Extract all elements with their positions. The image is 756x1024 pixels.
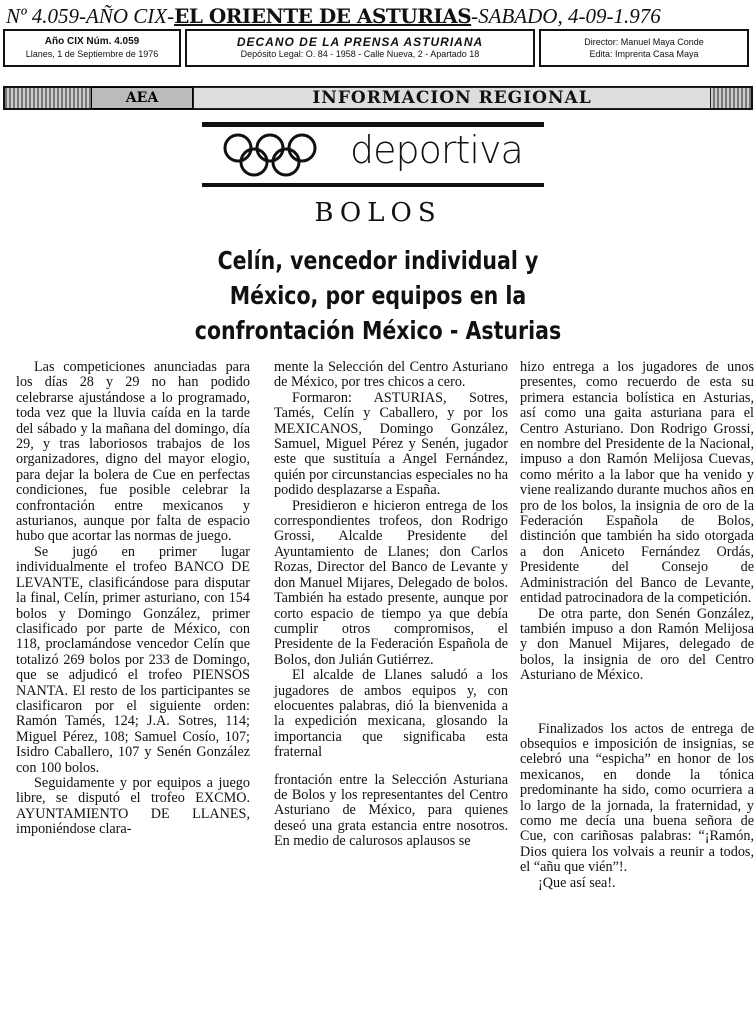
masthead bbox=[6, 4, 750, 28]
newspaper-name: EL ORIENTE DE ASTURIAS bbox=[174, 4, 472, 28]
article-column-3 bbox=[520, 360, 754, 891]
section-rule-top bbox=[202, 122, 544, 127]
olympic-rings-icon bbox=[220, 131, 320, 179]
paragraph: Finalizados los actos de entrega de obsequios e imposición de insignias, se celebró una “espicha” en honor de los mexicanos, en donde la tónica predominante ha sido, como ocurriera a lo largo de la jornada, la fraternidad, y como me decía una buena señora de Cue, con cariñosas palabras: “¡Ramón, Dios quiera los volvais a reunir a todos, el “añu que vién”!. bbox=[520, 720, 754, 876]
place-date: Llanes, 1 de Septiembre de 1976 bbox=[25, 49, 159, 59]
year-number: Año CIX Núm. 4.059 bbox=[44, 36, 140, 47]
paragraph: frontación entre la Selección Asturiana de Bolos y los representantes del Centro Asturiano de México, para quienes deseó una grata estancia entre nosotros. En medio de calurosos aplausos se bbox=[274, 771, 508, 850]
director-box bbox=[539, 29, 749, 67]
paragraph: Seguidamente y por equipos a juego libre, se disputó el trofeo EXCMO. AYUNTAMIENTO DE LLANES, imponiéndose clara- bbox=[16, 774, 250, 838]
masthead-info-boxes bbox=[3, 29, 753, 67]
legal-deposit: Depósito Legal: O. 84 - 1958 - Calle Nueva, 2 - Apartado 18 bbox=[240, 49, 480, 59]
paragraph: hizo entrega a los jugadores de unos presentes, como recuerdo de esta su primera estancia bolística en Asturias, así como una gaita asturiana para el Centro Asturiano. Don Rodrigo Grossi, en nombre del Presidente de la Nacional, impuso a don Ramón Melijosa Cuevas, como mérito a la labor que ha venido y viene realizando durante muchos años en pro de los bolos, la insignia de oro de la Federación Española de Bolos, distinción que también ha sido otorgada a don Aniceto Fernández Ordás, Presidente del Consejo de Administración del Banco de Levante, entidad patrocinadora de la competición. bbox=[520, 359, 754, 607]
issue-info-box bbox=[3, 29, 181, 67]
tagline: DECANO DE LA PRENSA ASTURIANA bbox=[236, 35, 484, 49]
publisher-box bbox=[185, 29, 535, 67]
paragraph: El alcalde de Llanes saludó a los jugadores de ambos equipos y, con elocuentes palabras, dió la bienvenida a la expedición mexicana, glosando la importancia que significaba esta fraternal bbox=[274, 667, 508, 761]
article-kicker: BOLOS bbox=[314, 198, 442, 228]
paragraph: Las competiciones anunciadas para los días 28 y 29 no han podido celebrarse ajustándose a lo programado, toda vez que la lluvia caída en la tarde del sábado y la mañana del domingo, día 29, y tras laboriosos trabajos de los organizadores, digno del mayor elogio, para dejar la bolera de Cue en perfectas condiciones, fue posible celebrar la confrontación entre mexicanos y asturianos, aunque por falta de espacio hubo que acortar las normas de juego. bbox=[16, 359, 250, 545]
issue-date: -SABADO, 4-09-1.976 bbox=[471, 4, 661, 28]
paragraph: Formaron: ASTURIAS, Sotres, Tamés, Celín y Caballero, y por los MEXICANOS, Domingo González, Samuel, Miguel Pérez y Senén, jugador este que sustituía a Angel Fernández, quién por circunstancias especiales no ha podido desplazarse a España. bbox=[274, 389, 508, 499]
article-column-1 bbox=[16, 360, 250, 838]
banner-text: INFORMACION REGIONAL bbox=[193, 87, 711, 109]
issue-number: Nº 4.059-AÑO CIX- bbox=[6, 4, 175, 28]
paragraph: mente la Selección del Centro Asturiano de México, por tres chicos a cero. bbox=[274, 359, 508, 391]
paragraph: Presidieron e hicieron entrega de los correspondientes trofeos, don Rodrigo Grossi, Alcalde Presidente del Ayuntamiento de Llanes; don Carlos Rozas, Director del Banco de Levante y don Manuel Mijares, Delegado de bolos. También ha estado presente, aunque por corto espacio de tiempo ya que debía cumplir otros compromisos, el Presidente de la Federación Española de Bolos, don Julián Gutiérrez. bbox=[274, 497, 508, 668]
aea-logo: AEA bbox=[91, 87, 193, 109]
article-column-2 bbox=[274, 360, 508, 850]
paragraph: ¡Que así sea!. bbox=[538, 874, 616, 891]
section-rule-bottom bbox=[202, 183, 544, 187]
paragraph: Se jugó en primer lugar individualmente el trofeo BANCO DE LEVANTE, clasificándose para disputar la final, Celín, primer asturiano, con 154 bolos y Domingo González, primer clasificado por parte de México, con 118, proclamándose vencedor Celín que totalizó 269 bolos por 233 de Domingo, que se adjudicó el trofeo PIENSOS NANTA. El resto de los participantes se clasificaron por el siguiente orden: Ramón Tamés, 124; J.A. Sotres, 114; Miguel Pérez, 108; Samuel Cosío, 107; Isidro Caballero, 107 y Senén González con 100 bolos. bbox=[16, 543, 250, 776]
paragraph: De otra parte, don Senén González, también impuso a don Ramón Melijosa y don Manuel Mijares, delegado de bolos, la insignia de oro del Centro Asturiano de México. bbox=[520, 605, 754, 684]
section-title: deportiva bbox=[350, 128, 523, 172]
regional-banner bbox=[3, 86, 753, 110]
article-headline: Celín, vencedor individual y México, por equipos en la confrontación México - Asturias bbox=[194, 246, 562, 345]
publisher: Edita: Imprenta Casa Maya bbox=[589, 49, 699, 59]
director: Director: Manuel Maya Conde bbox=[584, 37, 704, 47]
